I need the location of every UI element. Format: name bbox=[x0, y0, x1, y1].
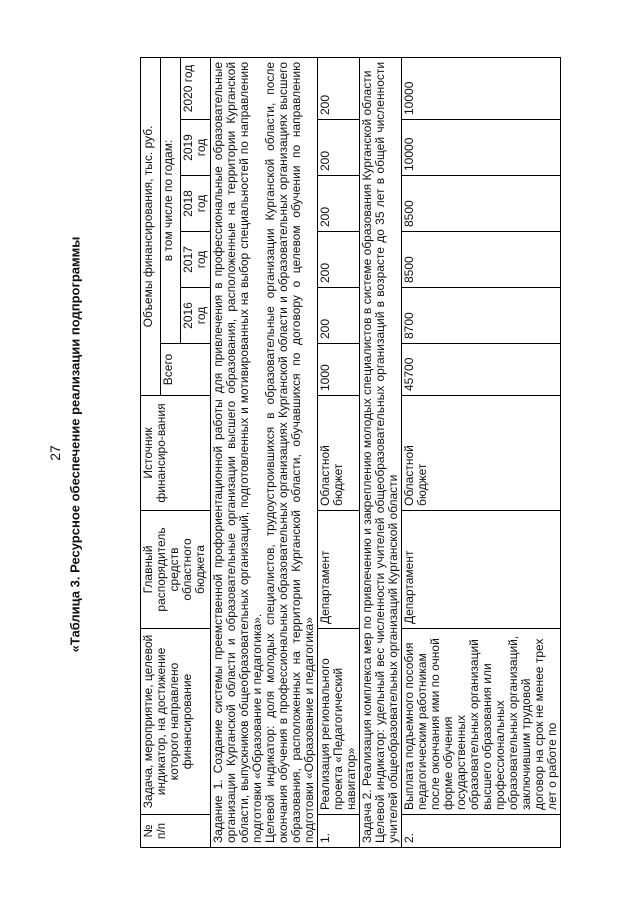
header-num: № п/п bbox=[141, 815, 211, 848]
row2-distributor: Департамент bbox=[402, 511, 561, 629]
resource-table-container bbox=[140, 58, 610, 848]
header-total: Всего bbox=[161, 344, 211, 396]
header-year: 2016 год bbox=[181, 288, 211, 344]
row1-year-value: 200 bbox=[318, 288, 360, 344]
resource-table bbox=[140, 57, 561, 848]
task1-text: Задание 1. Создание системы преемственной профориентационной работы для привлечения в профессиональные образовательные организации Курганской области и образовательные организации высшего образования, расположенные на территории Курганской области, выпускников общеобразовательных организаций, подготовленных и мотивированных на выбор специальностей по направлению подготовки «Образование и педагогика». bbox=[211, 61, 264, 843]
page-number: 27 bbox=[47, 445, 63, 461]
table-caption: «Таблица 3. Ресурсное обеспечение реализации подпрограммы bbox=[67, 236, 83, 653]
row1-distributor: Департамент bbox=[318, 511, 360, 629]
row2-year-value: 10000 bbox=[402, 120, 561, 176]
row2-source: Областной бюджет bbox=[402, 396, 561, 511]
row1-year-value: 200 bbox=[318, 120, 360, 176]
row1-total: 1000 bbox=[318, 344, 360, 396]
task2-indicator: Целевой индикатор: удельный вес численности учителей общеобразовательных организаций в возрасте до 35 лет в общей численности учителей общеобразовательных организаций Курганской области bbox=[373, 61, 400, 843]
task1-row bbox=[211, 57, 318, 847]
row2-year-value: 8700 bbox=[402, 288, 561, 344]
row2-name: Выплата подъемного пособия педагогическим работникам после окончания ими по очной форме обучения государственных образовательных организаций высшего образования или профессиональных образовательных организаций, заключившим трудовой договор на срок не менее трех лет о работе по bbox=[402, 629, 561, 815]
row1-source: Областной бюджет bbox=[318, 396, 360, 511]
task2-text: Задача 2. Реализация комплекса мер по привлечению и закреплению молодых специалистов в системе образования Курганской области bbox=[360, 70, 374, 843]
row1-num: 1. bbox=[318, 815, 360, 848]
row2-total: 45700 bbox=[402, 344, 561, 396]
row1-year-value: 200 bbox=[318, 232, 360, 288]
row2-year-value: 8500 bbox=[402, 232, 561, 288]
row2-num: 2. bbox=[402, 815, 561, 848]
header-volume: Объемы финансирования, тыс. руб. bbox=[141, 57, 161, 395]
header-task: Задача, мероприятие, целевой индикатор, на достижение которого направлено финансирование bbox=[141, 629, 211, 815]
header-year: 2018 год bbox=[181, 176, 211, 232]
row2-year-value: 8500 bbox=[402, 176, 561, 232]
header-year: 2020 год bbox=[181, 57, 211, 119]
task2-row bbox=[360, 57, 402, 847]
header-source: Источник финансиро-вания bbox=[141, 396, 211, 511]
row1-name: Реализация регионального проекта «Педагогический навигатор» bbox=[318, 629, 360, 815]
header-year: 2019 год bbox=[181, 120, 211, 176]
task1-indicator: Целевой индикатор: доля молодых специалистов, трудоустроившихся в образовательные организации Курганской области, после окончания обучения в профессиональных образовательных организациях Курганской области и образовательных организациях высшего образования, расположенных на территории Курганской области, обучавшихся по договору о целевом обучении по направлению подготовки «Образование и педагогика» bbox=[263, 61, 316, 843]
row2-year-value: 10000 bbox=[402, 57, 561, 119]
header-by-year: в том числе по годам: bbox=[161, 57, 181, 343]
header-distributor: Главный распорядитель средств областного бюджета bbox=[141, 511, 211, 629]
row1-year-value: 200 bbox=[318, 176, 360, 232]
header-year: 2017 год bbox=[181, 232, 211, 288]
row1-year-value: 200 bbox=[318, 57, 360, 119]
